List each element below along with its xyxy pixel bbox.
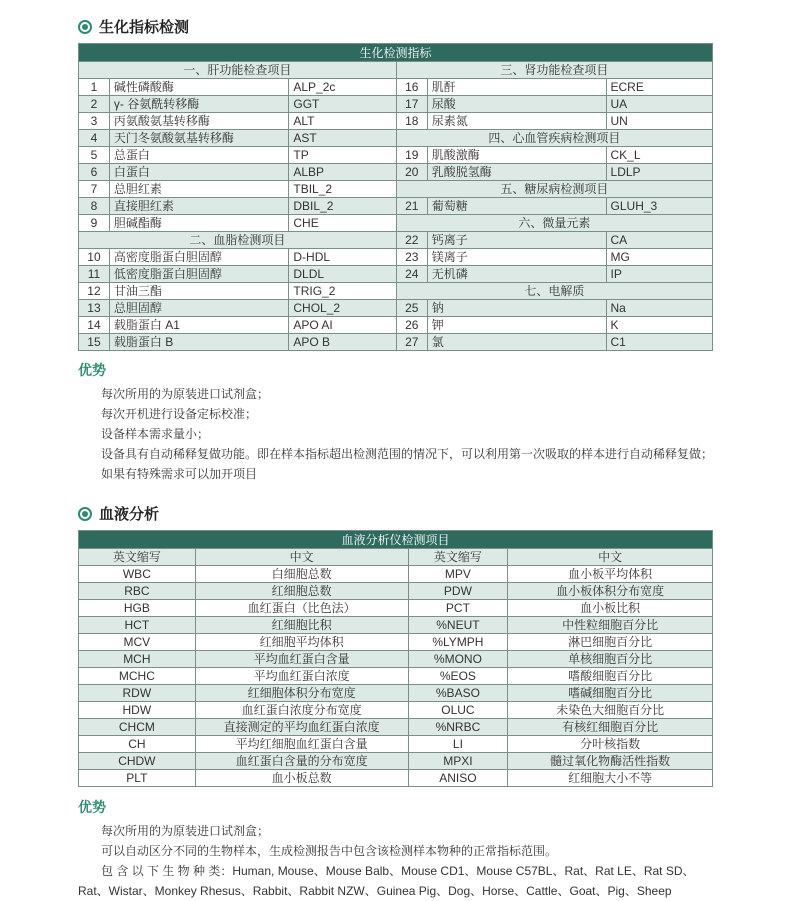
chinese-cell: 血红蛋白（比色法） (195, 600, 408, 617)
item-code: UN (606, 113, 712, 130)
abbr-cell: MCH (79, 651, 196, 668)
group-header: 六、微量元素 (396, 215, 712, 232)
item-number: 12 (79, 283, 110, 300)
table-row (79, 249, 713, 266)
abbr-cell: %BASO (408, 685, 508, 702)
chinese-cell: 血小板平均体积 (508, 566, 713, 583)
table-title: 生化检测指标 (79, 44, 713, 62)
table-row (79, 198, 713, 215)
item-name: 甘油三酯 (109, 283, 288, 300)
item-name: 直接胆红素 (109, 198, 288, 215)
item-name: 载脂蛋白 A1 (109, 317, 288, 334)
advantages-list (101, 384, 713, 484)
table-row (79, 317, 713, 334)
item-code: UA (606, 96, 712, 113)
item-number: 9 (79, 215, 110, 232)
item-code: GGT (289, 96, 396, 113)
advantage-line: 设备样本需求量小； (101, 427, 210, 441)
table-row (79, 566, 713, 583)
abbr-cell: HCT (79, 617, 196, 634)
item-code: TBIL_2 (289, 181, 396, 198)
item-number: 7 (79, 181, 110, 198)
chinese-cell: 血小板体积分布宽度 (508, 583, 713, 600)
item-number: 20 (396, 164, 427, 181)
abbr-cell: %LYMPH (408, 634, 508, 651)
item-code: CA (606, 232, 712, 249)
chinese-cell: 中性粒细胞百分比 (508, 617, 713, 634)
table-row (79, 62, 713, 79)
item-name: 无机磷 (427, 266, 606, 283)
abbr-cell: MCV (79, 634, 196, 651)
abbr-cell: %NRBC (408, 719, 508, 736)
item-name: 葡萄糖 (427, 198, 606, 215)
table-row (79, 266, 713, 283)
item-number: 8 (79, 198, 110, 215)
table-row (79, 79, 713, 96)
chinese-cell: 血小板比积 (508, 600, 713, 617)
table-row (79, 181, 713, 198)
section-header-blood (78, 503, 159, 524)
group-header: 七、电解质 (396, 283, 712, 300)
item-name: 尿酸 (427, 96, 606, 113)
item-number: 24 (396, 266, 427, 283)
table-row (79, 634, 713, 651)
chinese-cell: 白细胞总数 (195, 566, 408, 583)
table-row (79, 130, 713, 147)
item-name: 载脂蛋白 B (109, 334, 288, 351)
item-name: 肌酐 (427, 79, 606, 96)
chinese-cell: 未染色大细胞百分比 (508, 702, 713, 719)
item-number: 15 (79, 334, 110, 351)
item-name: 低密度脂蛋白胆固醇 (109, 266, 288, 283)
advantages-list (101, 821, 695, 881)
chinese-cell: 红细胞比积 (195, 617, 408, 634)
item-code: MG (606, 249, 712, 266)
advantages-list-continued (78, 881, 672, 901)
item-number: 19 (396, 147, 427, 164)
circle-bullet-icon (78, 20, 92, 34)
item-code: ALT (289, 113, 396, 130)
item-number: 3 (79, 113, 110, 130)
section-header-biochem (78, 16, 189, 37)
advantage-line: 如果有特殊需求可以加开项目 (101, 467, 258, 481)
table-row (79, 770, 713, 787)
chinese-cell: 红细胞平均体积 (195, 634, 408, 651)
abbr-cell: MCHC (79, 668, 196, 685)
abbr-cell: %EOS (408, 668, 508, 685)
column-header: 中文 (508, 549, 713, 566)
abbr-cell: CHDW (79, 753, 196, 770)
table-row (79, 651, 713, 668)
chinese-cell: 髓过氧化物酶活性指数 (508, 753, 713, 770)
abbr-cell: WBC (79, 566, 196, 583)
item-name: 钠 (427, 300, 606, 317)
item-number: 10 (79, 249, 110, 266)
item-name: γ- 谷氨酰转移酶 (109, 96, 288, 113)
item-code: ECRE (606, 79, 712, 96)
column-header: 中文 (195, 549, 408, 566)
item-code: DBIL_2 (289, 198, 396, 215)
section-title: 血液分析 (99, 506, 160, 523)
item-number: 4 (79, 130, 110, 147)
abbr-cell: RBC (79, 583, 196, 600)
chinese-cell: 嗜酸细胞百分比 (508, 668, 713, 685)
table-row (79, 617, 713, 634)
item-number: 6 (79, 164, 110, 181)
item-code: ALP_2c (289, 79, 396, 96)
advantage-line: 每次开机进行设备定标校准； (101, 407, 258, 421)
table-row (79, 736, 713, 753)
item-code: APO AI (289, 317, 396, 334)
chinese-cell: 单核细胞百分比 (508, 651, 713, 668)
chinese-cell: 红细胞体积分布宽度 (195, 685, 408, 702)
chinese-cell: 直接测定的平均血红蛋白浓度 (195, 719, 408, 736)
abbr-cell: PDW (408, 583, 508, 600)
item-number: 21 (396, 198, 427, 215)
chinese-cell: 分叶核指数 (508, 736, 713, 753)
circle-bullet-icon (78, 507, 92, 521)
item-name: 乳酸脱氢酶 (427, 164, 606, 181)
table-row (79, 685, 713, 702)
item-number: 22 (396, 232, 427, 249)
table-row (79, 668, 713, 685)
group-header: 一、肝功能检查项目 (79, 62, 397, 79)
column-header: 英文缩写 (408, 549, 508, 566)
item-name: 钾 (427, 317, 606, 334)
table-row (79, 232, 713, 249)
abbr-cell: MPV (408, 566, 508, 583)
item-name: 尿素氮 (427, 113, 606, 130)
table-row (79, 113, 713, 130)
item-code: ALBP (289, 164, 396, 181)
abbr-cell: %NEUT (408, 617, 508, 634)
item-code: D-HDL (289, 249, 396, 266)
abbr-cell: CHCM (79, 719, 196, 736)
advantage-line: 每次所用的为原装进口试剂盒； (101, 387, 270, 401)
item-code: C1 (606, 334, 712, 351)
advantage-line: 设备具有自动稀释复做功能。即在样本指标超出检测范围的情况下，可以利用第一次吸取的样本进行自动稀释复做； (101, 447, 714, 461)
table-row (79, 300, 713, 317)
item-code: K (606, 317, 712, 334)
table-row (79, 96, 713, 113)
section-title: 生化指标检测 (99, 19, 190, 36)
item-name: 总蛋白 (109, 147, 288, 164)
item-number: 5 (79, 147, 110, 164)
table-row (79, 283, 713, 300)
chinese-cell: 血红蛋白含量的分布宽度 (195, 753, 408, 770)
advantage-line: Rat、Wistar、Monkey Rhesus、Rabbit、Rabbit NZW、Guinea Pig、Dog、Horse、Cattle、Goat、Pig、Sheep (78, 884, 672, 898)
item-code: APO B (289, 334, 396, 351)
item-number: 1 (79, 79, 110, 96)
abbr-cell: ANISO (408, 770, 508, 787)
advantage-line: 每次所用的为原装进口试剂盒； (101, 824, 270, 838)
item-name: 总胆红素 (109, 181, 288, 198)
item-code: GLUH_3 (606, 198, 712, 215)
abbr-cell: MPXI (408, 753, 508, 770)
item-code: DLDL (289, 266, 396, 283)
abbr-cell: HDW (79, 702, 196, 719)
item-code: CK_L (606, 147, 712, 164)
chinese-cell: 有核红细胞百分比 (508, 719, 713, 736)
table-row (79, 334, 713, 351)
table-title: 血液分析仪检测项目 (79, 531, 713, 549)
item-name: 高密度脂蛋白胆固醇 (109, 249, 288, 266)
chinese-cell: 平均血红蛋白浓度 (195, 668, 408, 685)
table-row (79, 719, 713, 736)
table-row (79, 583, 713, 600)
item-code: IP (606, 266, 712, 283)
item-number: 11 (79, 266, 110, 283)
chinese-cell: 嗜碱细胞百分比 (508, 685, 713, 702)
item-number: 16 (396, 79, 427, 96)
item-code: AST (289, 130, 396, 147)
item-number: 14 (79, 317, 110, 334)
abbr-cell: PCT (408, 600, 508, 617)
item-code: Na (606, 300, 712, 317)
abbr-cell: PLT (79, 770, 196, 787)
group-header: 五、糖尿病检测项目 (396, 181, 712, 198)
column-header: 英文缩写 (79, 549, 196, 566)
item-name: 氯 (427, 334, 606, 351)
chinese-cell: 平均血红蛋白含量 (195, 651, 408, 668)
blood-table (78, 530, 713, 787)
abbr-cell: HGB (79, 600, 196, 617)
item-code: TRIG_2 (289, 283, 396, 300)
abbr-cell: OLUC (408, 702, 508, 719)
group-header: 四、心血管疾病检测项目 (396, 130, 712, 147)
item-number: 2 (79, 96, 110, 113)
item-name: 天门冬氨酸氨基转移酶 (109, 130, 288, 147)
table-row (79, 147, 713, 164)
item-number: 26 (396, 317, 427, 334)
chinese-cell: 平均红细胞血红蛋白含量 (195, 736, 408, 753)
item-name: 镁离子 (427, 249, 606, 266)
item-name: 白蛋白 (109, 164, 288, 181)
table-row (79, 753, 713, 770)
chinese-cell: 红细胞大小不等 (508, 770, 713, 787)
item-number: 13 (79, 300, 110, 317)
abbr-cell: %MONO (408, 651, 508, 668)
table-row (79, 164, 713, 181)
abbr-cell: LI (408, 736, 508, 753)
advantages-heading: 优势 (78, 362, 106, 378)
advantage-line: 包 含 以 下 生 物 种 类：Human, Mouse、Mouse Balb、Mouse CD1、Mouse C57BL、Rat、Rat LE、Rat SD、 (101, 864, 695, 878)
item-name: 丙氨酸氨基转移酶 (109, 113, 288, 130)
item-name: 总胆固醇 (109, 300, 288, 317)
item-code: TP (289, 147, 396, 164)
item-number: 23 (396, 249, 427, 266)
item-code: CHOL_2 (289, 300, 396, 317)
chinese-cell: 红细胞总数 (195, 583, 408, 600)
item-number: 25 (396, 300, 427, 317)
advantage-line: 可以自动区分不同的生物样本，生成检测报告中包含该检测样本物种的正常指标范围。 (101, 844, 558, 858)
advantages-heading: 优势 (78, 799, 106, 815)
chinese-cell: 血红蛋白浓度分布宽度 (195, 702, 408, 719)
item-name: 肌酸激酶 (427, 147, 606, 164)
item-name: 碱性磷酸酶 (109, 79, 288, 96)
table-row (79, 702, 713, 719)
table-row (79, 215, 713, 232)
item-code: LDLP (606, 164, 712, 181)
item-number: 17 (396, 96, 427, 113)
item-code: CHE (289, 215, 396, 232)
abbr-cell: RDW (79, 685, 196, 702)
item-name: 钙离子 (427, 232, 606, 249)
table-row (79, 600, 713, 617)
item-name: 胆碱酯酶 (109, 215, 288, 232)
chinese-cell: 血小板总数 (195, 770, 408, 787)
abbr-cell: CH (79, 736, 196, 753)
chinese-cell: 淋巴细胞百分比 (508, 634, 713, 651)
group-header: 三、肾功能检查项目 (396, 62, 712, 79)
item-number: 27 (396, 334, 427, 351)
biochem-table (78, 43, 713, 351)
group-header: 二、血脂检测项目 (79, 232, 397, 249)
item-number: 18 (396, 113, 427, 130)
